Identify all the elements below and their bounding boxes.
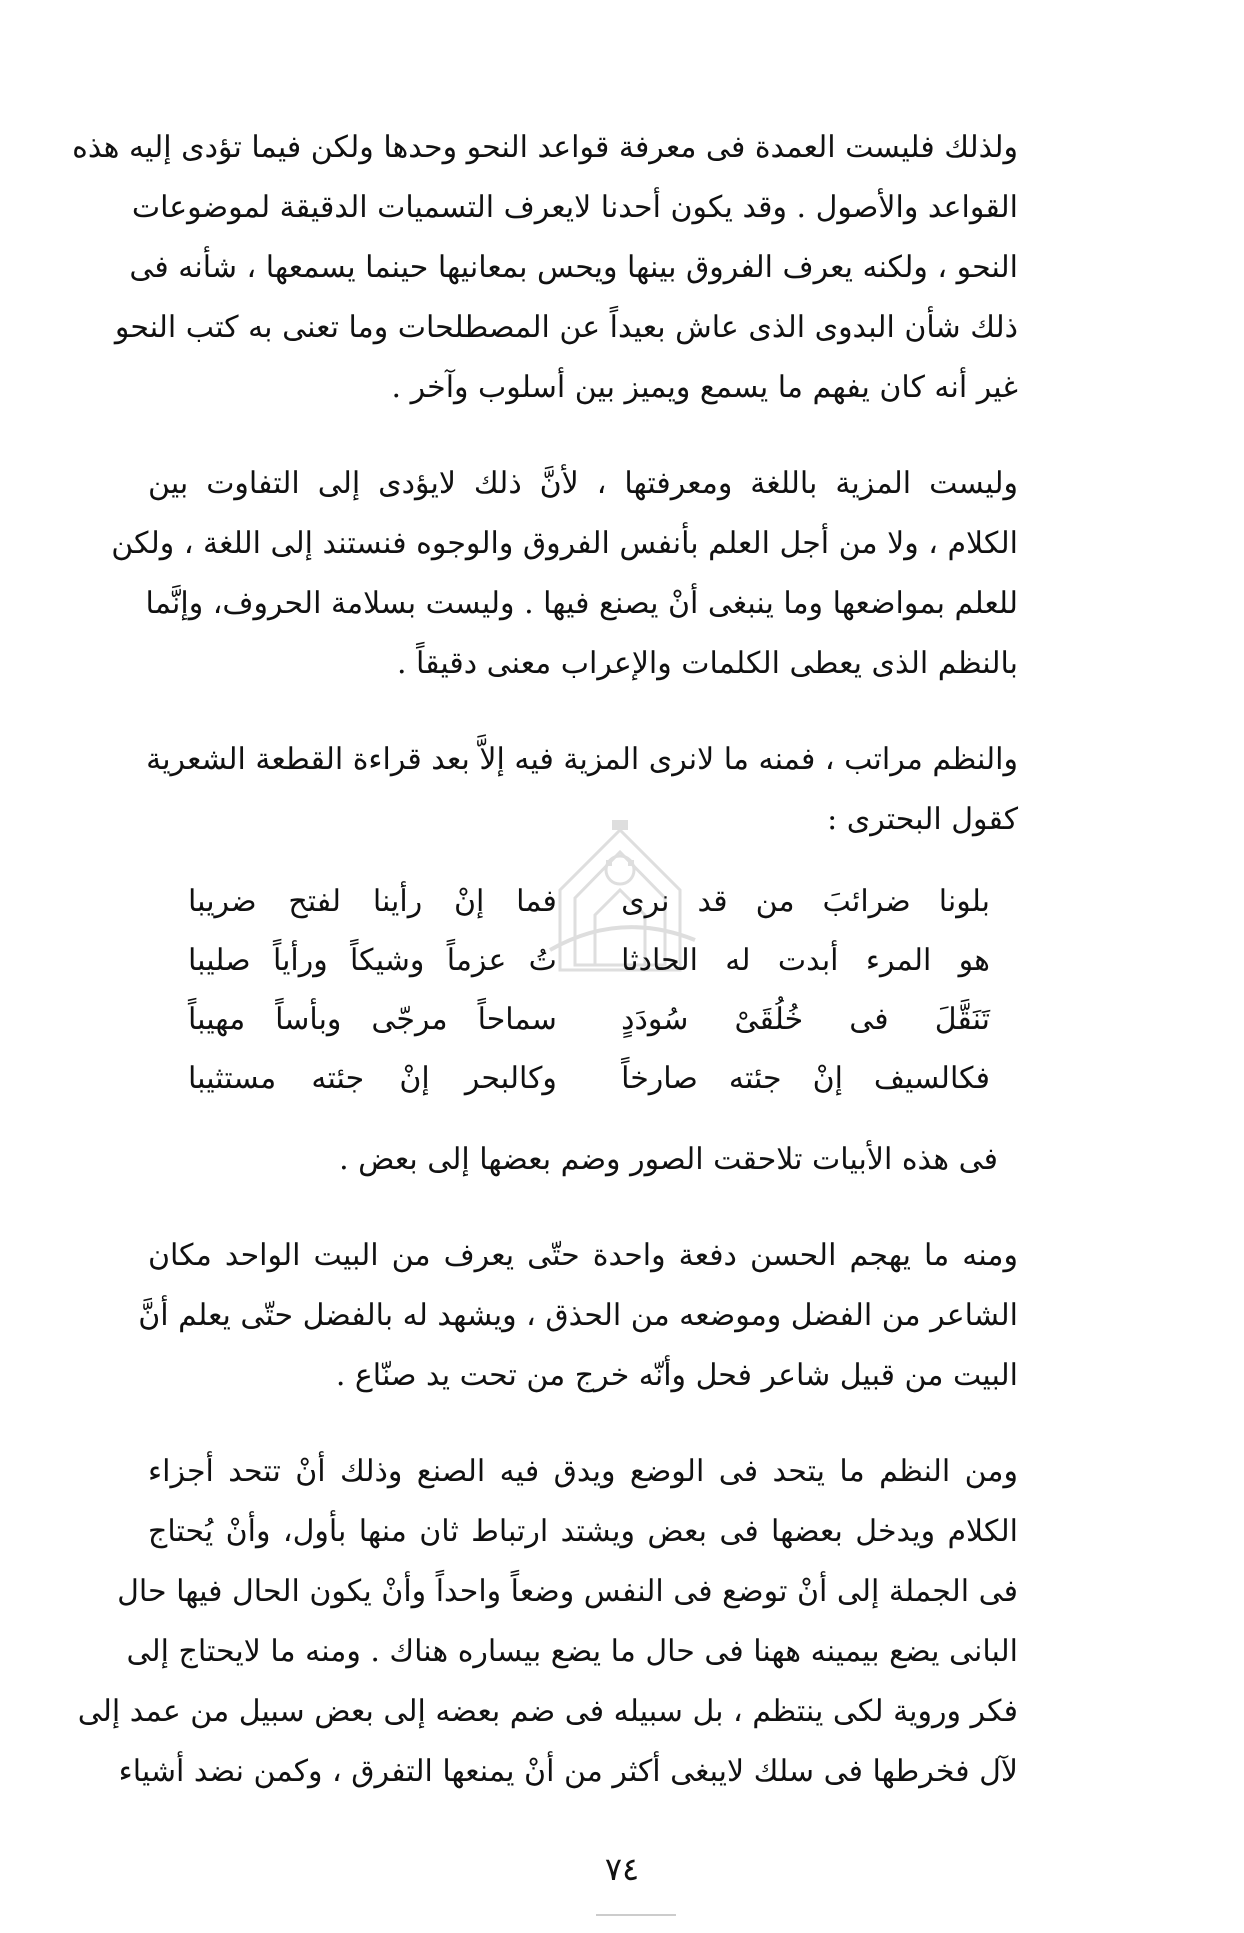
paragraph-2 bbox=[111, 454, 1018, 694]
text-line: البانى يضع بيمينه ههنا فى حال ما يضع بيساره هناك . ومنه ما لايحتاج إلى bbox=[126, 1634, 1018, 1669]
text-line: فكر وروية لكى ينتظم ، بل سبيله فى ضم بعضه إلى بعض سبيل من عمد إلى bbox=[77, 1694, 1018, 1729]
paragraph-5 bbox=[77, 1442, 1018, 1802]
verse-second-hemistich: تُ عزماً وشيكاً ورأياً صليبا bbox=[188, 943, 557, 978]
paragraph-gap bbox=[148, 694, 1018, 730]
paragraph-1 bbox=[72, 118, 1018, 418]
text-line: ذلك شأن البدوى الذى عاش بعيداً عن المصطلحات وما تعنى به كتب النحو bbox=[114, 310, 1018, 345]
paragraph-gap bbox=[148, 850, 1018, 872]
poem-block bbox=[188, 872, 990, 1108]
page-number: ٧٤ bbox=[604, 1850, 640, 1888]
poem-note: فى هذه الأبيات تلاحقت الصور وضم بعضها إلى بعض . bbox=[339, 1142, 998, 1177]
verse-first-hemistich: هو المرء أبدت له الحادثا bbox=[621, 943, 990, 978]
verse-first-hemistich: تَنَقَّلَ فى خُلُقَىْ سُودَدٍ bbox=[621, 1002, 990, 1037]
poem-verse bbox=[188, 990, 990, 1049]
text-line: ومن النظم ما يتحد فى الوضع ويدق فيه الصنع وذلك أنْ تتحد أجزاء bbox=[148, 1454, 1018, 1489]
poem-verse bbox=[188, 1049, 990, 1108]
text-line: القواعد والأصول . وقد يكون أحدنا لايعرف التسميات الدقيقة لموضوعات bbox=[131, 190, 1018, 225]
paragraph-3 bbox=[148, 730, 1018, 850]
text-line: البيت من قبيل شاعر فحل وأنّه خرج من تحت يد صنّاع . bbox=[335, 1358, 1018, 1393]
poem-verse bbox=[188, 872, 990, 931]
text-line: الشاعر من الفضل وموضعه من الحذق ، ويشهد له بالفضل حتّى يعلم أنَّ bbox=[138, 1298, 1018, 1333]
verse-first-hemistich: بلونا ضرائبَ من قد نرى bbox=[621, 884, 990, 919]
verse-first-hemistich: فكالسيف إنْ جئته صارخاً bbox=[621, 1061, 990, 1096]
paragraph-gap bbox=[148, 1108, 1018, 1130]
page-content bbox=[72, 118, 1018, 1802]
text-line: للعلم بمواضعها وما ينبغى أنْ يصنع فيها . وليست بسلامة الحروف، وإنَّما bbox=[145, 586, 1018, 621]
text-line: النحو ، ولكنه يعرف الفروق بينها ويحس بمعانيها حينما يسمعها ، شأنه فى bbox=[129, 250, 1018, 285]
text-line: بالنظم الذى يعطى الكلمات والإعراب معنى دقيقاً . bbox=[396, 646, 1018, 681]
verse-second-hemistich: وكالبحر إنْ جئته مستثيبا bbox=[188, 1061, 557, 1096]
text-line: غير أنه كان يفهم ما يسمع ويميز بين أسلوب وآخر . bbox=[391, 370, 1018, 405]
text-line: لآل فخرطها فى سلك لايبغى أكثر من أنْ يمنعها التفرق ، وكمن نضد أشياء bbox=[118, 1754, 1018, 1789]
scan-mark bbox=[596, 1914, 676, 1916]
text-line: والنظم مراتب ، فمنه ما لانرى المزية فيه إلاَّ بعد قراءة القطعة الشعرية bbox=[146, 742, 1018, 777]
paragraph-gap bbox=[148, 418, 1018, 454]
text-line: فى الجملة إلى أنْ توضع فى النفس وضعاً واحداً وأنْ يكون الحال فيها حال bbox=[117, 1574, 1018, 1609]
poem-verse bbox=[188, 931, 990, 990]
text-line: ومنه ما يهجم الحسن دفعة واحدة حتّى يعرف من البيت الواحد مكان bbox=[148, 1238, 1018, 1273]
verse-second-hemistich: فما إنْ رأينا لفتح ضريبا bbox=[188, 884, 557, 919]
text-line: كقول البحترى : bbox=[827, 802, 1018, 837]
text-line: الكلام ويدخل بعضها فى بعض ويشتد ارتباط ثان منها بأول، وأنْ يُحتاج bbox=[148, 1514, 1018, 1549]
text-line: ولذلك فليست العمدة فى معرفة قواعد النحو وحدها ولكن فيما تؤدى إليه هذه bbox=[72, 130, 1018, 165]
paragraph-4 bbox=[138, 1226, 1018, 1406]
paragraph-gap bbox=[148, 1190, 1018, 1226]
text-line: وليست المزية باللغة ومعرفتها ، لأنَّ ذلك لايؤدى إلى التفاوت بين bbox=[148, 466, 1018, 501]
verse-second-hemistich: سماحاً مرجّى وبأساً مهيباً bbox=[188, 1002, 557, 1037]
text-line: الكلام ، ولا من أجل العلم بأنفس الفروق والوجوه فنستند إلى اللغة ، ولكن bbox=[111, 526, 1018, 561]
paragraph-gap bbox=[148, 1406, 1018, 1442]
